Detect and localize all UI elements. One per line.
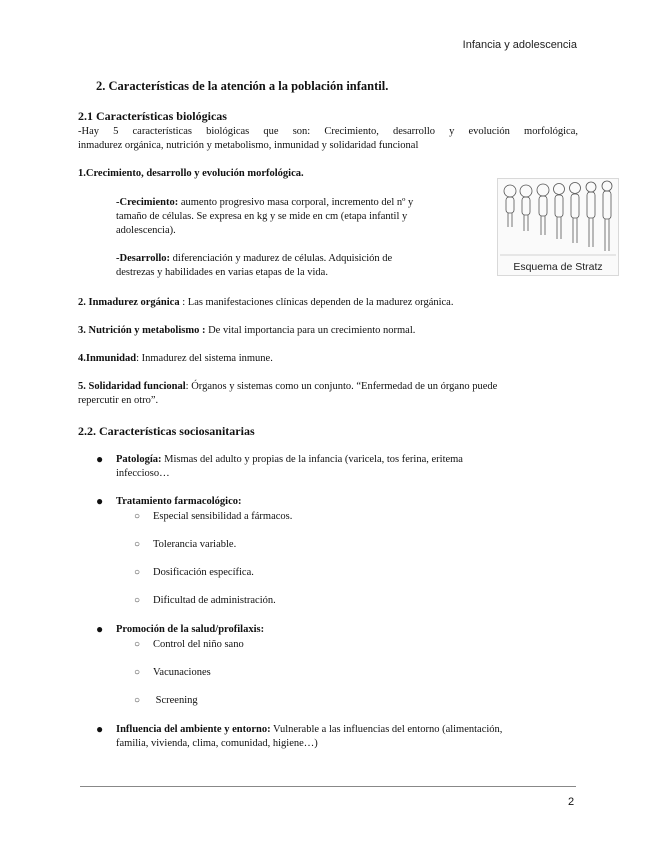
item-3-label: 3. Nutrición y metabolismo : <box>78 325 206 336</box>
influencia-label: Influencia del ambiente y entorno: <box>116 724 271 735</box>
desarrollo-definition <box>116 252 486 280</box>
crecimiento-text-2: tamaño de células. Se expresa en kg y se mide en cm (etapa infantil y <box>116 211 408 222</box>
biological-intro-line-2: inmadurez orgánica, nutrición y metabolismo, inmunidad y solidaridad funcional <box>78 140 419 151</box>
item-5-label: 5. Solidaridad funcional <box>78 381 186 392</box>
crecimiento-label: -Crecimiento: <box>116 197 179 208</box>
tratamiento-item-3: Dosificación específica. <box>153 567 254 578</box>
running-header: Infancia y adolescencia <box>462 39 577 51</box>
item-5 <box>78 380 578 408</box>
bullet-circle-icon: ○ <box>134 511 141 522</box>
tratamiento-item-4: Dificultad de administración. <box>153 595 276 606</box>
promocion-item-1: Control del niño sano <box>153 639 244 650</box>
desarrollo-text-1: diferenciación y madurez de células. Adquisición de <box>170 253 393 264</box>
bullet-circle-icon: ○ <box>134 695 141 706</box>
subsection-2-1-title: 2.1 Características biológicas <box>78 109 227 123</box>
tratamiento-item-1: Especial sensibilidad a fármacos. <box>153 511 293 522</box>
tratamiento-item-2: Tolerancia variable. <box>153 539 237 550</box>
promocion-label: Promoción de la salud/profilaxis: <box>116 624 265 635</box>
influencia-text-1: Vulnerable a las influencias del entorno (alimentación, <box>270 724 503 735</box>
item-3-text: De vital importancia para un crecimiento normal. <box>205 325 416 336</box>
subsection-2-2-title: 2.2. Características sociosanitarias <box>78 424 255 438</box>
item-4 <box>78 352 273 366</box>
biological-intro-line-1: -Hay 5 características biológicas que son: Crecimiento, desarrollo y evolución morfológica, <box>78 126 578 137</box>
bullet-dot-icon: ● <box>96 494 104 508</box>
patologia-item <box>116 453 556 481</box>
footer-divider <box>80 786 576 787</box>
crecimiento-text-3: adolescencia). <box>116 225 176 236</box>
item-5-text-1: : Órganos y sistemas como un conjunto. “Enfermedad de un órgano puede <box>185 381 498 392</box>
item-2-label: 2. Inmadurez orgánica <box>78 297 180 308</box>
promocion-item-3: Screening <box>153 695 198 706</box>
patologia-text-2: infeccioso… <box>116 468 170 479</box>
bullet-circle-icon: ○ <box>134 639 141 650</box>
figure-caption: Esquema de Stratz <box>513 261 603 273</box>
biological-intro <box>78 125 578 153</box>
item-2-text: : Las manifestaciones clínicas dependen de la madurez orgánica. <box>179 297 454 308</box>
bullet-circle-icon: ○ <box>134 667 141 678</box>
promocion-item-2: Vacunaciones <box>153 667 211 678</box>
page-number: 2 <box>568 796 575 808</box>
bullet-circle-icon: ○ <box>134 567 141 578</box>
crecimiento-definition <box>116 196 486 238</box>
crecimiento-text-1: aumento progresivo masa corporal, incremento del nº y <box>178 197 414 208</box>
section-title: 2. Características de la atención a la población infantil. <box>96 79 389 93</box>
stratz-growth-figures-image <box>498 179 618 259</box>
item-5-text-2: repercutir en otro”. <box>78 395 159 406</box>
influencia-text-2: familia, vivienda, clima, comunidad, higiene…) <box>116 738 318 749</box>
bullet-circle-icon: ○ <box>134 595 141 606</box>
patologia-label: Patología: <box>116 454 162 465</box>
item-1-title: 1.Crecimiento, desarrollo y evolución morfológica. <box>78 168 304 179</box>
bullet-dot-icon: ● <box>96 722 104 736</box>
item-3 <box>78 324 415 338</box>
desarrollo-label: -Desarrollo: <box>116 253 171 264</box>
item-4-text: : Inmadurez del sistema inmune. <box>136 353 273 364</box>
patologia-text-1: Mismas del adulto y propias de la infancia (varicela, tos ferina, eritema <box>161 454 463 465</box>
bullet-dot-icon: ● <box>96 622 104 636</box>
desarrollo-text-2: destrezas y habilidades en varias etapas de la vida. <box>116 267 328 278</box>
item-2 <box>78 296 453 310</box>
influencia-item <box>116 723 576 751</box>
bullet-dot-icon: ● <box>96 452 104 466</box>
item-4-label: 4.Inmunidad <box>78 353 137 364</box>
tratamiento-label: Tratamiento farmacológico: <box>116 496 242 507</box>
bullet-circle-icon: ○ <box>134 539 141 550</box>
